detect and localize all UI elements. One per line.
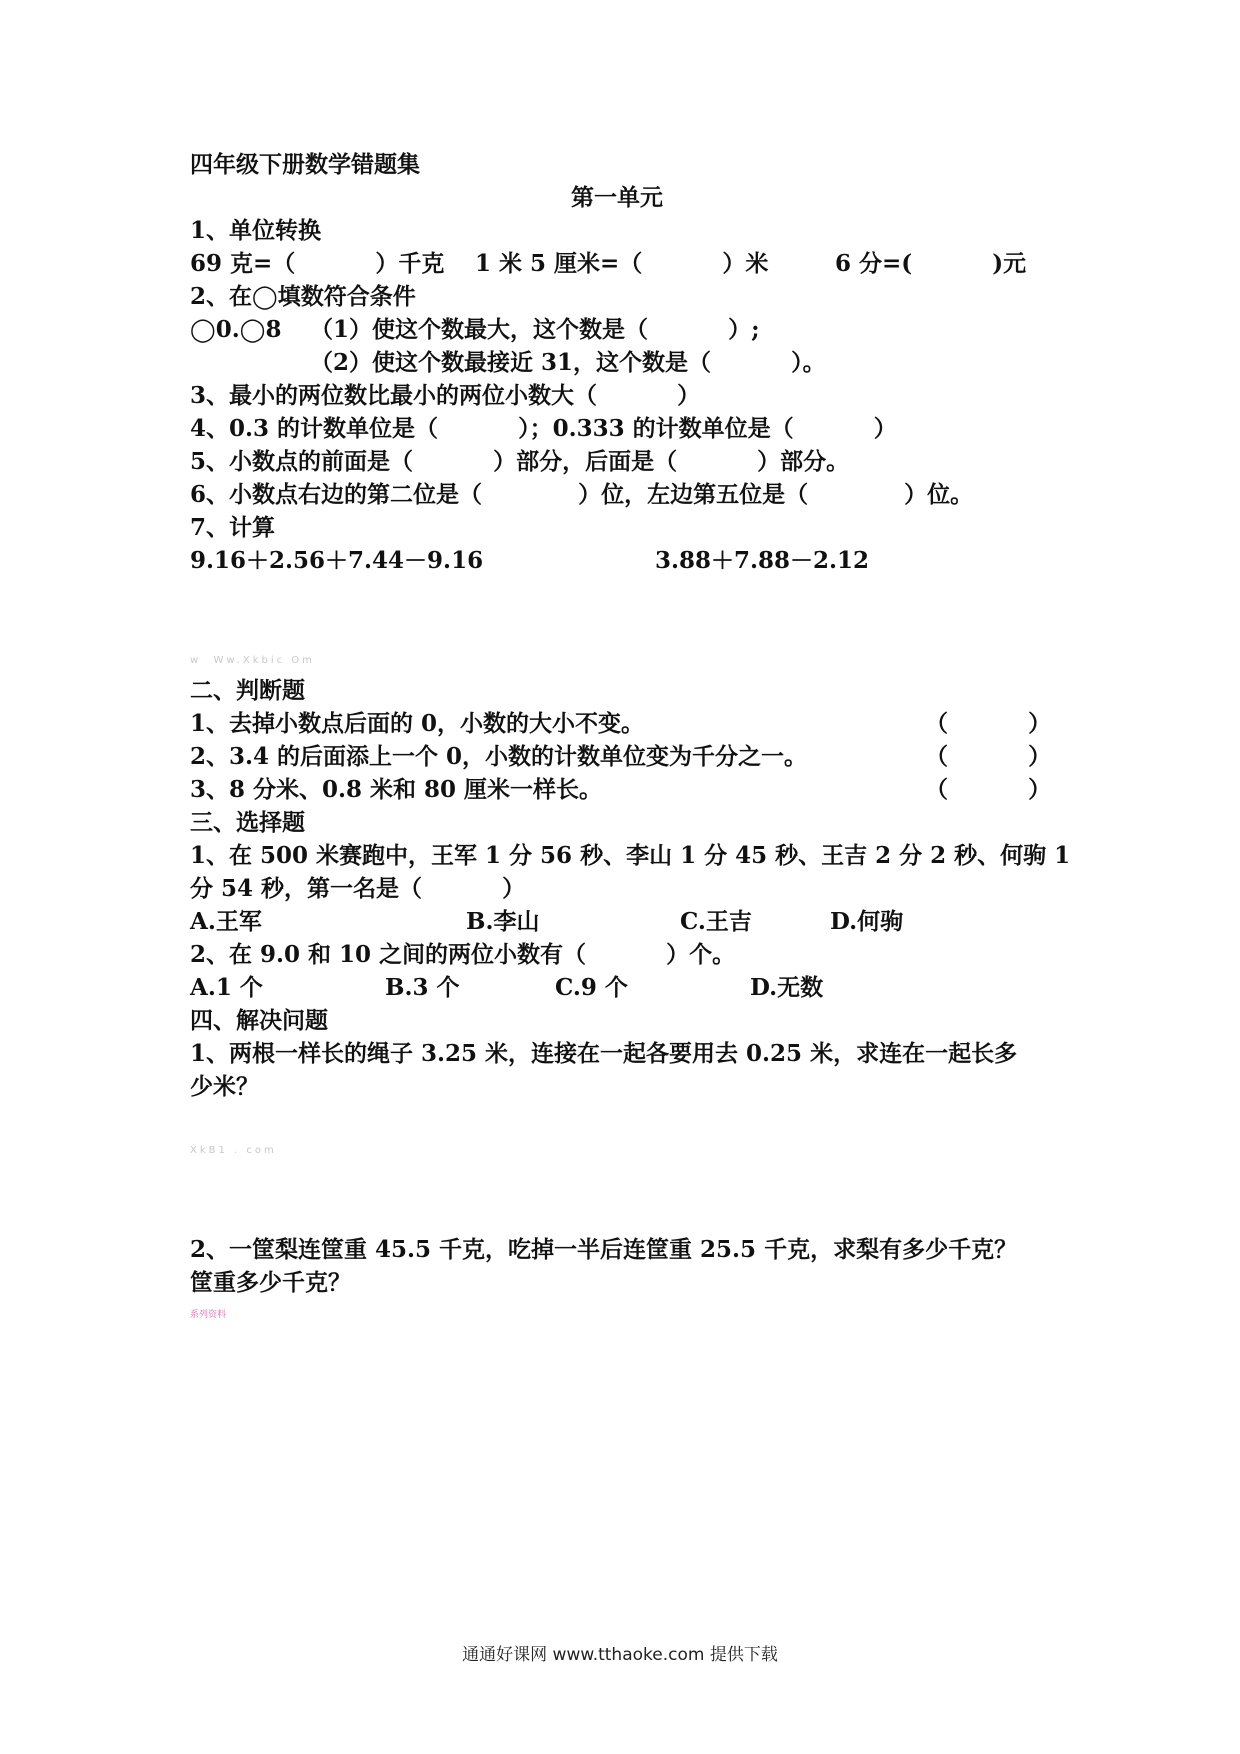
choice-question-2: 2、在 9.0 和 10 之间的两位小数有（ ）个。 — [190, 941, 736, 968]
question-2-expression: ◯0.◯8 — [190, 316, 282, 343]
unit-heading: 第一单元 — [571, 184, 663, 211]
question-5: 5、小数点的前面是（ ）部分，后面是（ ）部分。 — [190, 448, 850, 475]
judgement-answer-3: （ ） — [925, 776, 1052, 803]
choice-option-c: C.王吉 — [680, 908, 752, 935]
question-1-part-a: 69 克=（ ）千克 — [190, 250, 445, 277]
watermark-text-2: XkB1 . com — [190, 1145, 277, 1156]
choice-2-option-d: D.无数 — [750, 974, 824, 1001]
problem-1-line-2: 少米？ — [190, 1073, 259, 1100]
question-1-part-c: 6 分=( )元 — [835, 250, 1027, 277]
calculation-1: 9.16＋2.56＋7.44－9.16 — [190, 547, 484, 574]
problem-2-line-1: 2、一筐梨连筐重 45.5 千克，吃掉一半后连筐重 25.5 千克，求梨有多少千克？ — [190, 1236, 1018, 1263]
section-2-heading: 二、判断题 — [190, 677, 305, 704]
problem-1-line-1: 1、两根一样长的绳子 3.25 米，连接在一起各要用去 0.25 米，求连在一起长多 — [190, 1040, 1018, 1067]
watermark-text: w Ww.Xkbic Om — [190, 655, 315, 666]
question-7-heading: 7、计算 — [190, 514, 276, 541]
judgement-answer-2: （ ） — [925, 743, 1052, 770]
question-4: 4、0.3 的计数单位是（ ）；0.333 的计数单位是（ ） — [190, 415, 897, 442]
question-2-sub-1: （1）使这个数最大，这个数是（ ）; — [310, 316, 760, 343]
choice-2-option-a: A.1 个 — [190, 974, 263, 1001]
question-3: 3、最小的两位数比最小的两位小数大（ ） — [190, 382, 701, 409]
judgement-item-1: 1、去掉小数点后面的 0，小数的大小不变。 — [190, 710, 645, 737]
question-1-heading: 1、单位转换 — [190, 217, 322, 244]
choice-option-b: B.李山 — [466, 908, 540, 935]
choice-2-option-b: B.3 个 — [385, 974, 460, 1001]
judgement-item-3: 3、8 分米、0.8 米和 80 厘米一样长。 — [190, 776, 603, 803]
choice-option-a: A.王军 — [190, 908, 262, 935]
problem-2-line-2: 筐重多少千克？ — [190, 1269, 351, 1296]
document-title: 四年级下册数学错题集 — [190, 151, 420, 178]
section-3-heading: 三、选择题 — [190, 809, 305, 836]
choice-option-d: D.何驹 — [830, 908, 904, 935]
question-1-part-b: 1 米 5 厘米=（ ）米 — [475, 250, 769, 277]
choice-question-1-line-1: 1、在 500 米赛跑中，王军 1 分 56 秒、李山 1 分 45 秒、王吉 2 分 2 秒、何驹 1 — [190, 842, 1071, 869]
choice-2-option-c: C.9 个 — [555, 974, 628, 1001]
page-footer: 通通好课网 www.tthaoke.com 提供下载 — [462, 1645, 778, 1665]
watermark-text-3: 系列资料 — [190, 1310, 227, 1320]
calculation-2: 3.88＋7.88－2.12 — [655, 547, 870, 574]
section-4-heading: 四、解决问题 — [190, 1007, 328, 1034]
judgement-answer-1: （ ） — [925, 710, 1052, 737]
question-2-heading: 2、在◯填数符合条件 — [190, 283, 416, 310]
question-2-sub-2: （2）使这个数最接近 31，这个数是（ ）。 — [310, 349, 826, 376]
question-6: 6、小数点右边的第二位是（ ）位，左边第五位是（ ）位。 — [190, 481, 974, 508]
judgement-item-2: 2、3.4 的后面添上一个 0，小数的计数单位变为千分之一。 — [190, 743, 808, 770]
choice-question-1-line-2: 分 54 秒，第一名是（ ） — [190, 875, 526, 902]
